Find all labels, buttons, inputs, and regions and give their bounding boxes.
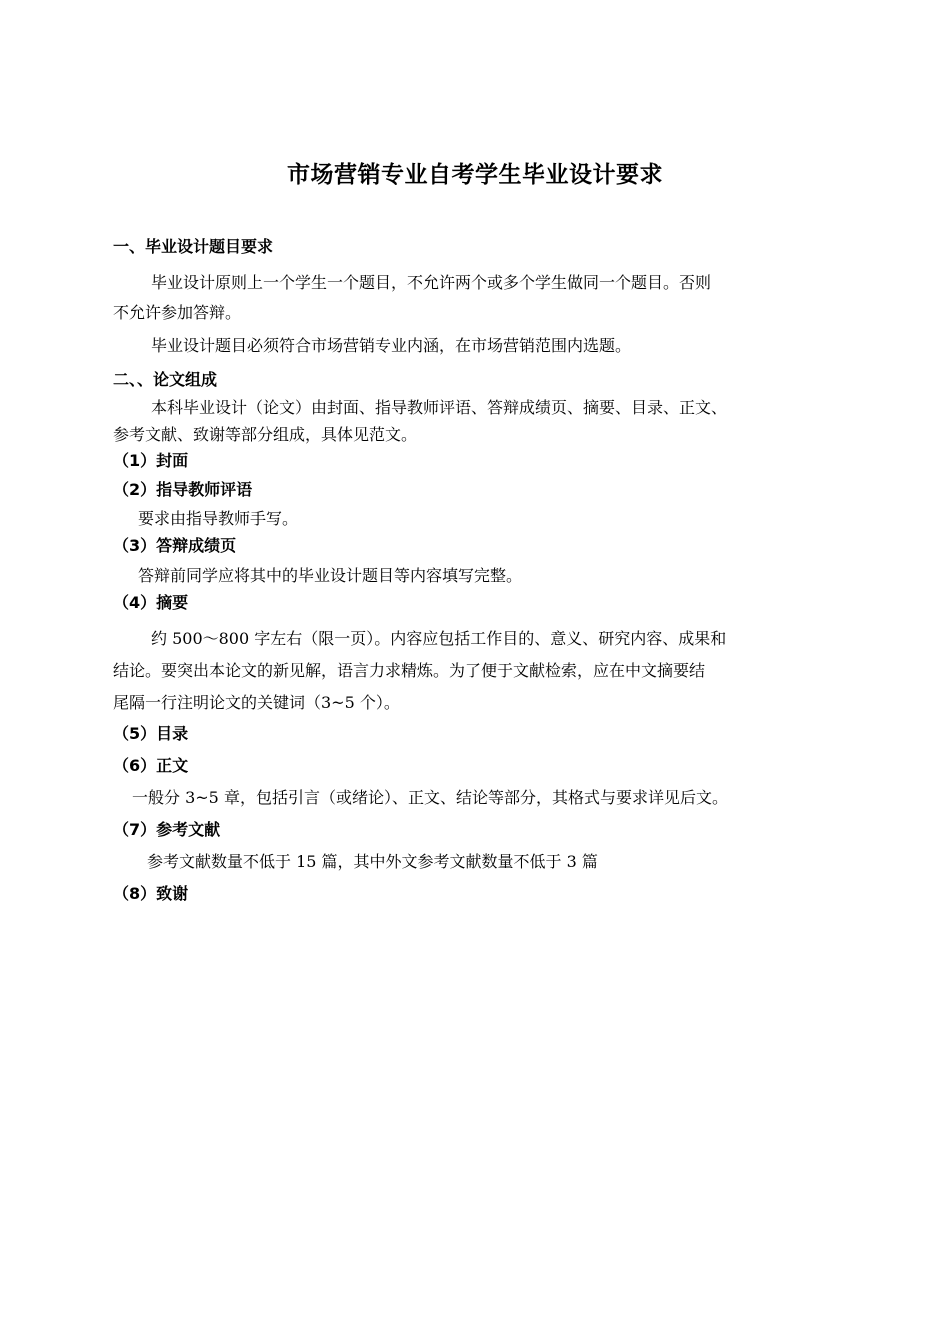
item-heading-references: （7）参考文献	[113, 820, 221, 839]
paragraph-thesis-composition	[113, 394, 853, 448]
section-heading-topic-requirements: 一、毕业设计题目要求	[113, 237, 274, 256]
paragraph-line: 不允许参加答辩。	[113, 303, 242, 322]
item-heading-acknowledgements: （8）致谢	[113, 884, 189, 903]
item-heading-toc: （5）目录	[113, 724, 189, 743]
item-heading-abstract: （4）摘要	[113, 593, 189, 612]
section-heading-thesis-composition: 二、、论文组成	[113, 370, 218, 389]
paragraph-line: 答辩前同学应将其中的毕业设计题目等内容填写完整。	[138, 566, 523, 585]
paragraph-line: 一般分 3~5 章，包括引言（或绪论）、正文、结论等部分，其格式与要求详见后文。	[132, 788, 728, 807]
paragraph-line: 本科毕业设计（论文）由封面、指导教师评语、答辩成绩页、摘要、目录、正文、	[151, 398, 728, 417]
paragraph-line: 结论。要突出本论文的新见解，语言力求精炼。为了便于文献检索，应在中文摘要结	[113, 661, 706, 680]
paragraph-references	[113, 850, 853, 874]
paragraph-body	[113, 786, 853, 810]
paragraph-topic-scope	[113, 334, 853, 358]
document-title: 市场营销专业自考学生毕业设计要求	[287, 162, 663, 188]
paragraph-line: 参考文献数量不低于 15 篇，其中外文参考文献数量不低于 3 篇	[147, 852, 598, 871]
item-heading-body: （6）正文	[113, 756, 189, 775]
item-heading-advisor-comments: （2）指导教师评语	[113, 480, 253, 499]
paragraph-line: 毕业设计题目必须符合市场营销专业内涵，在市场营销范围内选题。	[151, 336, 632, 355]
paragraph-line: 毕业设计原则上一个学生一个题目，不允许两个或多个学生做同一个题目。否则	[151, 273, 712, 292]
paragraph-advisor-comments	[113, 507, 853, 531]
paragraph-defense-score	[113, 564, 853, 588]
paragraph-line: 要求由指导教师手写。	[138, 509, 299, 528]
paragraph-line: 尾隔一行注明论文的关键词（3~5 个）。	[113, 693, 400, 712]
paragraph-abstract	[113, 623, 853, 719]
paragraph-topic-rule	[113, 268, 853, 328]
item-heading-defense-score: （3）答辩成绩页	[113, 536, 237, 555]
item-heading-cover: （1）封面	[113, 451, 189, 470]
paragraph-line: 参考文献、致谢等部分组成，具体见范文。	[113, 425, 418, 444]
paragraph-line: 约 500～800 字左右（限一页）。内容应包括工作目的、意义、研究内容、成果和	[151, 629, 727, 648]
